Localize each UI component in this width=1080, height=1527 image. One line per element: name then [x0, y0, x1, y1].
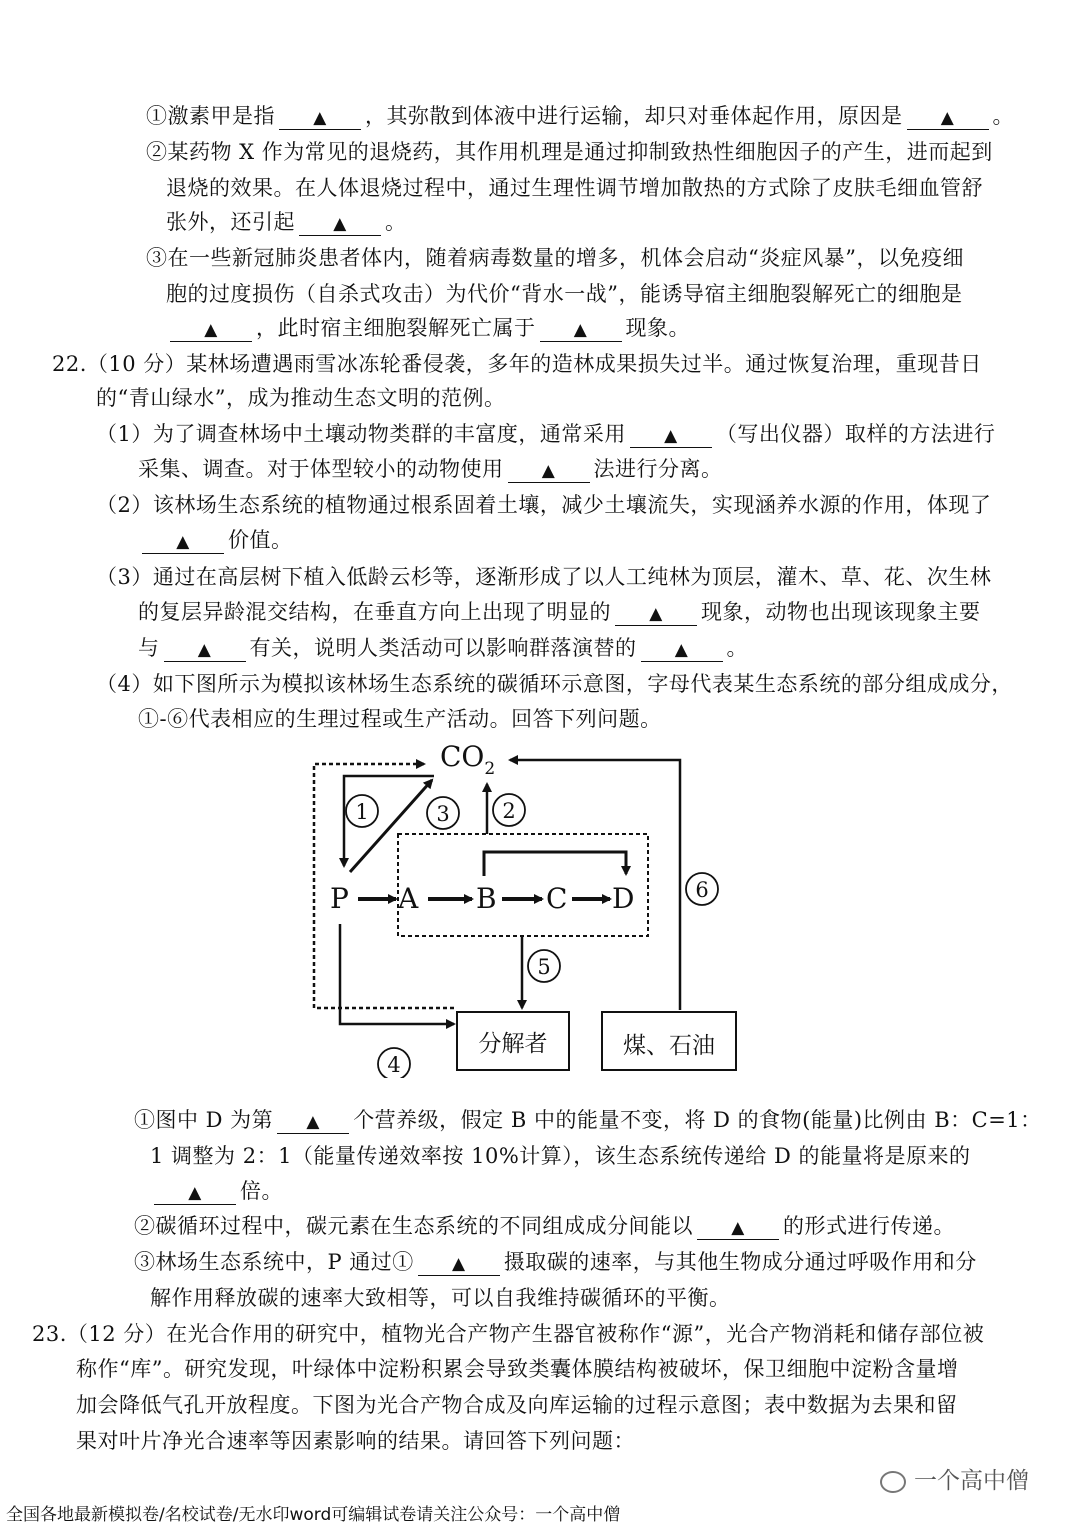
q22-sub2: ②碳循环过程中，碳元素在生态系统的不同组成成分间能以▲ 的形式进行传递。: [134, 1212, 955, 1240]
process-3-label: [427, 797, 459, 829]
q22-sub3-line1: ③林场生态系统中，P 通过①▲ 摄取碳的速率，与其他生物成分通过呼吸作用和分: [134, 1248, 977, 1276]
q23-line3: 加会降低气孔开放程度。下图为光合产物合成及向库运输的过程示意图；表中数据为去果和留: [76, 1393, 958, 1417]
q22-s1-line1: （1）为了调查林场中土壤动物类群的丰富度，通常采用▲ （写出仪器）取样的方法进行: [96, 420, 995, 448]
q23-line4: 果对叶片净光合速率等因素影响的结果。请回答下列问题：: [76, 1429, 635, 1453]
node-B: B: [476, 882, 497, 915]
answer-blank[interactable]: [170, 317, 252, 342]
q22-s3-line2: 的复层异龄混交结构，在垂直方向上出现了明显的▲ 现象，动物也出现该现象主要: [138, 598, 981, 626]
arrow-B-D: [484, 852, 626, 876]
q22-heading-2: 的“青山绿水”，成为推动生态文明的范例。: [96, 386, 506, 410]
q22-s2-line2: ▲价值。: [138, 526, 293, 554]
answer-blank[interactable]: [154, 1180, 236, 1205]
answer-blank[interactable]: [277, 1109, 349, 1134]
q21-line7: ▲，此时宿主细胞裂解死亡属于▲ 现象。: [166, 314, 690, 342]
node-D: D: [612, 882, 635, 915]
q22-heading: 22.（10 分）某林场遭遇雨雪冰冻轮番侵袭，多年的造林成果损失过半。通过恢复治理，重现昔日: [52, 352, 982, 376]
svg-text:3: 3: [436, 802, 450, 826]
svg-text:2: 2: [502, 799, 516, 823]
answer-blank[interactable]: [164, 637, 246, 662]
answer-blank[interactable]: [540, 317, 622, 342]
decomposer-label: 分解者: [478, 1031, 548, 1057]
answer-blank[interactable]: [299, 211, 381, 236]
q22-s4-line1: （4）如下图所示为模拟该林场生态系统的碳循环示意图，字母代表某生态系统的部分组成成分，: [96, 672, 1013, 696]
q21-line4: 张外，还引起▲ 。: [166, 208, 407, 236]
svg-text:4: 4: [387, 1053, 401, 1077]
process-2-label: [493, 794, 525, 826]
answer-blank[interactable]: [630, 423, 712, 448]
answer-blank[interactable]: [907, 105, 989, 130]
process-6-label: [686, 873, 718, 905]
node-A: A: [398, 882, 419, 915]
q21-line2: ②某药物 X 作为常见的退烧药，其作用机理是通过抑制致热性细胞因子的产生，进而起到: [146, 140, 993, 164]
q22-sub1-line2: 1 调整为 2：1（能量传递效率按 10%计算），该生态系统传递给 D 的能量将是原来的: [150, 1144, 971, 1168]
q22-s2-line1: （2）该林场生态系统的植物通过根系固着土壤，减少土壤流失，实现涵养水源的作用，体现了: [96, 493, 992, 517]
process-4-label: [378, 1048, 410, 1078]
q22-s1-line2: 采集、调查。对于体型较小的动物使用▲ 法进行分离。: [138, 455, 723, 483]
q21-line6: 胞的过度损伤（自杀式攻击）为代价“背水一战”，能诱导宿主细胞裂解死亡的细胞是: [166, 282, 963, 306]
svg-text:6: 6: [695, 878, 709, 902]
watermark: 一个高中僧: [880, 1462, 1029, 1495]
q22-s3-line1: （3）通过在高层树下植入低龄云杉等，逐渐形成了以人工纯林为顶层，灌木、草、花、次生林: [96, 565, 992, 589]
answer-blank[interactable]: [142, 529, 224, 554]
svg-text:1: 1: [355, 800, 369, 824]
footer-notice: 全国各地最新模拟卷/名校试卷/无水印word可编辑试卷请关注公众号：一个高中僧: [6, 1505, 621, 1525]
carbon-cycle-diagram: [300, 738, 740, 1078]
q22-sub3-line2: 解作用释放碳的速率大致相等，可以自我维持碳循环的平衡。: [150, 1286, 731, 1310]
q22-s4-line2: ①-⑥代表相应的生理过程或生产活动。回答下列问题。: [138, 707, 662, 731]
q22-sub1-line3: ▲倍。: [150, 1177, 283, 1205]
process-1-label: [346, 795, 378, 827]
q22-sub1-line1: ①图中 D 为第▲ 个营养级，假定 B 中的能量不变，将 D 的食物(能量)比例由 B：C=1：: [134, 1106, 1042, 1134]
q21-line5: ③在一些新冠肺炎患者体内，随着病毒数量的增多，机体会启动“炎症风暴”，以免疫细: [146, 246, 964, 270]
q21-line3: 退烧的效果。在人体退烧过程中，通过生理性调节增加散热的方式除了皮肤毛细血管舒: [166, 176, 983, 200]
answer-blank[interactable]: [508, 458, 590, 483]
q23-line1: 23.（12 分）在光合作用的研究中，植物光合产物产生器官被称作“源”，光合产物消耗和储存部位被: [32, 1322, 985, 1346]
svg-text:5: 5: [537, 955, 551, 979]
answer-blank[interactable]: [418, 1251, 500, 1276]
answer-blank[interactable]: [641, 637, 723, 662]
process-5-label: [528, 950, 560, 982]
answer-blank[interactable]: [279, 105, 361, 130]
q23-line2: 称作“库”。研究发现，叶绿体中淀粉积累会导致类囊体膜结构被破坏，保卫细胞中淀粉含量增: [76, 1357, 959, 1381]
answer-blank[interactable]: [615, 601, 697, 626]
co2-label: $CO_2$: [440, 740, 496, 779]
consumer-box: [398, 834, 648, 936]
fossil-label: 煤、石油: [623, 1033, 715, 1059]
q21-line1: ①激素甲是指▲ ，其弥散到体液中进行运输，却只对垂体起作用，原因是▲ 。: [146, 102, 1014, 130]
wechat-icon: [880, 1471, 906, 1493]
q22-s3-line3: 与▲ 有关，说明人类活动可以影响群落演替的▲ 。: [138, 634, 748, 662]
node-C: C: [546, 882, 568, 915]
answer-blank[interactable]: [697, 1215, 779, 1240]
node-P: P: [330, 882, 349, 915]
